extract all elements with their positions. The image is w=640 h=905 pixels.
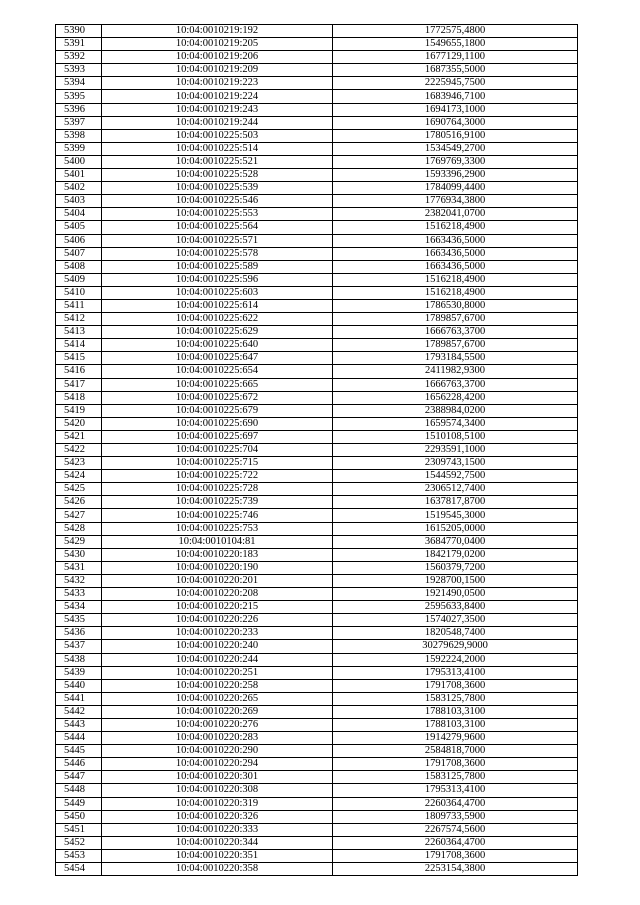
- value-cell: 1784099,4400: [333, 182, 578, 195]
- table-row: [56, 142, 578, 155]
- row-number-cell: 5411: [56, 299, 102, 312]
- row-number-cell: 5446: [56, 758, 102, 771]
- cadastral-number-cell: 10:04:0010220:226: [102, 614, 333, 627]
- table-row: [56, 509, 578, 522]
- value-cell: 1687355,5000: [333, 64, 578, 77]
- table-row: [56, 718, 578, 731]
- row-number-cell: 5409: [56, 273, 102, 286]
- value-cell: 1928700,1500: [333, 574, 578, 587]
- cadastral-number-cell: 10:04:0010220:269: [102, 705, 333, 718]
- row-number-cell: 5395: [56, 90, 102, 103]
- table-row: [56, 653, 578, 666]
- table-body: [56, 25, 578, 876]
- value-cell: 2595633,8400: [333, 601, 578, 614]
- row-number-cell: 5427: [56, 509, 102, 522]
- row-number-cell: 5402: [56, 182, 102, 195]
- value-cell: 1663436,5000: [333, 260, 578, 273]
- row-number-cell: 5392: [56, 51, 102, 64]
- row-number-cell: 5414: [56, 339, 102, 352]
- cadastral-number-cell: 10:04:0010225:753: [102, 522, 333, 535]
- row-number-cell: 5413: [56, 326, 102, 339]
- table-row: [56, 679, 578, 692]
- value-cell: 3684770,0400: [333, 535, 578, 548]
- table-row: [56, 286, 578, 299]
- row-number-cell: 5398: [56, 129, 102, 142]
- cadastral-number-cell: 10:04:0010225:596: [102, 273, 333, 286]
- table-row: [56, 797, 578, 810]
- value-cell: 2411982,9300: [333, 365, 578, 378]
- cadastral-number-cell: 10:04:0010220:326: [102, 810, 333, 823]
- row-number-cell: 5442: [56, 705, 102, 718]
- value-cell: 1592224,2000: [333, 653, 578, 666]
- value-cell: 30279629,9000: [333, 640, 578, 653]
- table-row: [56, 863, 578, 876]
- row-number-cell: 5441: [56, 692, 102, 705]
- table-row: [56, 339, 578, 352]
- table-row: [56, 182, 578, 195]
- value-cell: 2584818,7000: [333, 745, 578, 758]
- table-row: [56, 51, 578, 64]
- table-row: [56, 260, 578, 273]
- row-number-cell: 5430: [56, 548, 102, 561]
- cadastral-number-cell: 10:04:0010220:283: [102, 732, 333, 745]
- cadastral-number-cell: 10:04:0010220:276: [102, 718, 333, 731]
- table-row: [56, 116, 578, 129]
- value-cell: 1795313,4100: [333, 784, 578, 797]
- cadastral-number-cell: 10:04:0010225:715: [102, 457, 333, 470]
- cadastral-number-cell: 10:04:0010220:251: [102, 666, 333, 679]
- table-row: [56, 129, 578, 142]
- row-number-cell: 5391: [56, 38, 102, 51]
- value-cell: 2293591,1000: [333, 444, 578, 457]
- row-number-cell: 5412: [56, 313, 102, 326]
- cadastral-number-cell: 10:04:0010220:190: [102, 561, 333, 574]
- table-row: [56, 457, 578, 470]
- value-cell: 2382041,0700: [333, 208, 578, 221]
- value-cell: 1772575,4800: [333, 25, 578, 38]
- row-number-cell: 5406: [56, 234, 102, 247]
- cadastral-number-cell: 10:04:0010225:514: [102, 142, 333, 155]
- table-row: [56, 823, 578, 836]
- cadastral-number-cell: 10:04:0010220:265: [102, 692, 333, 705]
- row-number-cell: 5399: [56, 142, 102, 155]
- value-cell: 1659574,3400: [333, 417, 578, 430]
- row-number-cell: 5405: [56, 221, 102, 234]
- value-cell: 2260364,4700: [333, 836, 578, 849]
- table-row: [56, 103, 578, 116]
- row-number-cell: 5393: [56, 64, 102, 77]
- value-cell: 1544592,7500: [333, 470, 578, 483]
- row-number-cell: 5418: [56, 391, 102, 404]
- cadastral-number-cell: 10:04:0010220:351: [102, 849, 333, 862]
- table-row: [56, 470, 578, 483]
- table-row: [56, 601, 578, 614]
- cadastral-number-cell: 10:04:0010220:308: [102, 784, 333, 797]
- table-row: [56, 666, 578, 679]
- value-cell: 1914279,9600: [333, 732, 578, 745]
- row-number-cell: 5436: [56, 627, 102, 640]
- cadastral-number-cell: 10:04:0010219:223: [102, 77, 333, 90]
- cadastral-number-cell: 10:04:0010225:697: [102, 430, 333, 443]
- value-cell: 1516218,4900: [333, 273, 578, 286]
- document-page: [55, 24, 578, 876]
- row-number-cell: 5428: [56, 522, 102, 535]
- cadastral-number-cell: 10:04:0010219:206: [102, 51, 333, 64]
- row-number-cell: 5429: [56, 535, 102, 548]
- cadastral-number-cell: 10:04:0010219:209: [102, 64, 333, 77]
- row-number-cell: 5448: [56, 784, 102, 797]
- value-cell: 1560379,7200: [333, 561, 578, 574]
- row-number-cell: 5432: [56, 574, 102, 587]
- table-row: [56, 496, 578, 509]
- value-cell: 1663436,5000: [333, 247, 578, 260]
- row-number-cell: 5423: [56, 457, 102, 470]
- table-row: [56, 352, 578, 365]
- row-number-cell: 5451: [56, 823, 102, 836]
- row-number-cell: 5426: [56, 496, 102, 509]
- value-cell: 1791708,3600: [333, 679, 578, 692]
- cadastral-number-cell: 10:04:0010220:208: [102, 588, 333, 601]
- cadastral-number-cell: 10:04:0010220:233: [102, 627, 333, 640]
- cadastral-number-cell: 10:04:0010225:665: [102, 378, 333, 391]
- cadastral-number-cell: 10:04:0010225:746: [102, 509, 333, 522]
- value-cell: 1769769,3300: [333, 155, 578, 168]
- row-number-cell: 5394: [56, 77, 102, 90]
- cadastral-number-cell: 10:04:0010225:722: [102, 470, 333, 483]
- cadastral-number-cell: 10:04:0010225:614: [102, 299, 333, 312]
- cadastral-number-cell: 10:04:0010220:215: [102, 601, 333, 614]
- table-row: [56, 692, 578, 705]
- row-number-cell: 5410: [56, 286, 102, 299]
- row-number-cell: 5449: [56, 797, 102, 810]
- value-cell: 1690764,3000: [333, 116, 578, 129]
- row-number-cell: 5408: [56, 260, 102, 273]
- cadastral-number-cell: 10:04:0010225:672: [102, 391, 333, 404]
- table-row: [56, 90, 578, 103]
- cadastral-number-cell: 10:04:0010220:183: [102, 548, 333, 561]
- table-row: [56, 849, 578, 862]
- table-row: [56, 548, 578, 561]
- value-cell: 1921490,0500: [333, 588, 578, 601]
- cadastral-number-cell: 10:04:0010225:553: [102, 208, 333, 221]
- table-row: [56, 77, 578, 90]
- value-cell: 1677129,1100: [333, 51, 578, 64]
- table-row: [56, 784, 578, 797]
- row-number-cell: 5435: [56, 614, 102, 627]
- value-cell: 1583125,7800: [333, 692, 578, 705]
- value-cell: 1789857,6700: [333, 313, 578, 326]
- cadastral-number-cell: 10:04:0010225:622: [102, 313, 333, 326]
- row-number-cell: 5438: [56, 653, 102, 666]
- value-cell: 1795313,4100: [333, 666, 578, 679]
- table-row: [56, 522, 578, 535]
- value-cell: 1510108,5100: [333, 430, 578, 443]
- table-row: [56, 771, 578, 784]
- table-row: [56, 38, 578, 51]
- table-row: [56, 313, 578, 326]
- cadastral-number-cell: 10:04:0010225:728: [102, 483, 333, 496]
- row-number-cell: 5425: [56, 483, 102, 496]
- cadastral-number-cell: 10:04:0010104:81: [102, 535, 333, 548]
- value-cell: 1516218,4900: [333, 221, 578, 234]
- cadastral-number-cell: 10:04:0010225:629: [102, 326, 333, 339]
- table-row: [56, 417, 578, 430]
- value-cell: 1666763,3700: [333, 326, 578, 339]
- value-cell: 2388984,0200: [333, 404, 578, 417]
- cadastral-number-cell: 10:04:0010225:640: [102, 339, 333, 352]
- cadastral-number-cell: 10:04:0010225:546: [102, 195, 333, 208]
- value-cell: 1574027,3500: [333, 614, 578, 627]
- cadastral-number-cell: 10:04:0010220:301: [102, 771, 333, 784]
- cadastral-number-cell: 10:04:0010225:564: [102, 221, 333, 234]
- row-number-cell: 5443: [56, 718, 102, 731]
- row-number-cell: 5400: [56, 155, 102, 168]
- table-row: [56, 365, 578, 378]
- value-cell: 1615205,0000: [333, 522, 578, 535]
- value-cell: 1583125,7800: [333, 771, 578, 784]
- row-number-cell: 5401: [56, 169, 102, 182]
- cadastral-number-cell: 10:04:0010219:205: [102, 38, 333, 51]
- cadastral-number-cell: 10:04:0010219:224: [102, 90, 333, 103]
- table-row: [56, 234, 578, 247]
- cadastral-number-cell: 10:04:0010220:319: [102, 797, 333, 810]
- row-number-cell: 5403: [56, 195, 102, 208]
- cadastral-number-cell: 10:04:0010225:578: [102, 247, 333, 260]
- table-row: [56, 535, 578, 548]
- cadastral-number-cell: 10:04:0010220:333: [102, 823, 333, 836]
- value-cell: 2253154,3800: [333, 863, 578, 876]
- value-cell: 1549655,1800: [333, 38, 578, 51]
- cadastral-number-cell: 10:04:0010225:679: [102, 404, 333, 417]
- value-cell: 1534549,2700: [333, 142, 578, 155]
- cadastral-number-cell: 10:04:0010220:244: [102, 653, 333, 666]
- cadastral-number-cell: 10:04:0010220:294: [102, 758, 333, 771]
- row-number-cell: 5407: [56, 247, 102, 260]
- cadastral-number-cell: 10:04:0010219:244: [102, 116, 333, 129]
- table-row: [56, 483, 578, 496]
- row-number-cell: 5419: [56, 404, 102, 417]
- value-cell: 1793184,5500: [333, 352, 578, 365]
- value-cell: 1656228,4200: [333, 391, 578, 404]
- value-cell: 1516218,4900: [333, 286, 578, 299]
- row-number-cell: 5450: [56, 810, 102, 823]
- table-row: [56, 391, 578, 404]
- row-number-cell: 5431: [56, 561, 102, 574]
- row-number-cell: 5433: [56, 588, 102, 601]
- row-number-cell: 5397: [56, 116, 102, 129]
- row-number-cell: 5390: [56, 25, 102, 38]
- cadastral-number-cell: 10:04:0010220:258: [102, 679, 333, 692]
- table-row: [56, 273, 578, 286]
- value-cell: 1820548,7400: [333, 627, 578, 640]
- cadastral-number-cell: 10:04:0010220:201: [102, 574, 333, 587]
- cadastral-number-cell: 10:04:0010220:358: [102, 863, 333, 876]
- value-cell: 1666763,3700: [333, 378, 578, 391]
- cadastral-number-cell: 10:04:0010225:704: [102, 444, 333, 457]
- table-row: [56, 574, 578, 587]
- row-number-cell: 5415: [56, 352, 102, 365]
- table-row: [56, 627, 578, 640]
- table-row: [56, 64, 578, 77]
- table-row: [56, 221, 578, 234]
- value-cell: 1791708,3600: [333, 849, 578, 862]
- cadastral-number-cell: 10:04:0010225:521: [102, 155, 333, 168]
- row-number-cell: 5422: [56, 444, 102, 457]
- value-cell: 2309743,1500: [333, 457, 578, 470]
- table-row: [56, 25, 578, 38]
- row-number-cell: 5454: [56, 863, 102, 876]
- table-row: [56, 247, 578, 260]
- table-row: [56, 326, 578, 339]
- row-number-cell: 5439: [56, 666, 102, 679]
- row-number-cell: 5453: [56, 849, 102, 862]
- row-number-cell: 5445: [56, 745, 102, 758]
- value-cell: 1786530,8000: [333, 299, 578, 312]
- table-row: [56, 155, 578, 168]
- value-cell: 2306512,7400: [333, 483, 578, 496]
- cadastral-value-table: [55, 24, 578, 876]
- row-number-cell: 5447: [56, 771, 102, 784]
- table-row: [56, 208, 578, 221]
- table-row: [56, 614, 578, 627]
- cadastral-number-cell: 10:04:0010219:243: [102, 103, 333, 116]
- table-row: [56, 745, 578, 758]
- row-number-cell: 5421: [56, 430, 102, 443]
- cadastral-number-cell: 10:04:0010220:344: [102, 836, 333, 849]
- table-row: [56, 561, 578, 574]
- table-row: [56, 378, 578, 391]
- row-number-cell: 5420: [56, 417, 102, 430]
- table-row: [56, 640, 578, 653]
- table-row: [56, 169, 578, 182]
- cadastral-number-cell: 10:04:0010219:192: [102, 25, 333, 38]
- cadastral-number-cell: 10:04:0010225:690: [102, 417, 333, 430]
- table-row: [56, 705, 578, 718]
- value-cell: 1637817,8700: [333, 496, 578, 509]
- value-cell: 2225945,7500: [333, 77, 578, 90]
- value-cell: 2260364,4700: [333, 797, 578, 810]
- cadastral-number-cell: 10:04:0010220:290: [102, 745, 333, 758]
- table-row: [56, 430, 578, 443]
- row-number-cell: 5417: [56, 378, 102, 391]
- table-row: [56, 836, 578, 849]
- row-number-cell: 5434: [56, 601, 102, 614]
- value-cell: 1694173,1000: [333, 103, 578, 116]
- row-number-cell: 5437: [56, 640, 102, 653]
- value-cell: 2267574,5600: [333, 823, 578, 836]
- value-cell: 1593396,2900: [333, 169, 578, 182]
- value-cell: 1683946,7100: [333, 90, 578, 103]
- row-number-cell: 5404: [56, 208, 102, 221]
- cadastral-number-cell: 10:04:0010225:739: [102, 496, 333, 509]
- row-number-cell: 5452: [56, 836, 102, 849]
- table-row: [56, 810, 578, 823]
- value-cell: 1809733,5900: [333, 810, 578, 823]
- value-cell: 1791708,3600: [333, 758, 578, 771]
- table-row: [56, 299, 578, 312]
- table-row: [56, 404, 578, 417]
- table-row: [56, 444, 578, 457]
- row-number-cell: 5416: [56, 365, 102, 378]
- value-cell: 1663436,5000: [333, 234, 578, 247]
- cadastral-number-cell: 10:04:0010220:240: [102, 640, 333, 653]
- table-row: [56, 588, 578, 601]
- row-number-cell: 5424: [56, 470, 102, 483]
- value-cell: 1780516,9100: [333, 129, 578, 142]
- table-row: [56, 758, 578, 771]
- cadastral-number-cell: 10:04:0010225:589: [102, 260, 333, 273]
- table-row: [56, 195, 578, 208]
- cadastral-number-cell: 10:04:0010225:647: [102, 352, 333, 365]
- row-number-cell: 5440: [56, 679, 102, 692]
- cadastral-number-cell: 10:04:0010225:539: [102, 182, 333, 195]
- cadastral-number-cell: 10:04:0010225:603: [102, 286, 333, 299]
- row-number-cell: 5444: [56, 732, 102, 745]
- value-cell: 1519545,3000: [333, 509, 578, 522]
- value-cell: 1776934,3800: [333, 195, 578, 208]
- cadastral-number-cell: 10:04:0010225:503: [102, 129, 333, 142]
- cadastral-number-cell: 10:04:0010225:571: [102, 234, 333, 247]
- value-cell: 1788103,3100: [333, 718, 578, 731]
- cadastral-number-cell: 10:04:0010225:528: [102, 169, 333, 182]
- row-number-cell: 5396: [56, 103, 102, 116]
- table-row: [56, 732, 578, 745]
- value-cell: 1789857,6700: [333, 339, 578, 352]
- cadastral-number-cell: 10:04:0010225:654: [102, 365, 333, 378]
- value-cell: 1788103,3100: [333, 705, 578, 718]
- value-cell: 1842179,0200: [333, 548, 578, 561]
